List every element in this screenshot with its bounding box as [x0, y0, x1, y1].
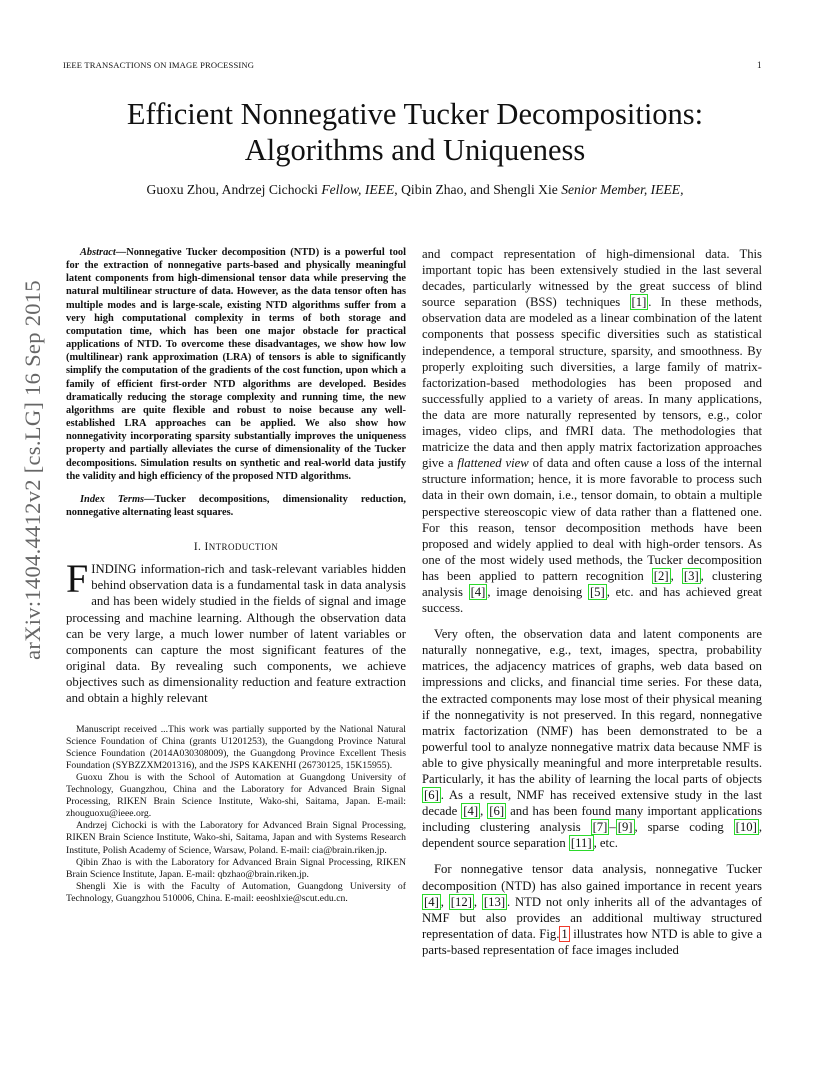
text-run: . NTD not only inherits all of the advantages of NMF but also provides an additional multiway structured representation of data. Fig.	[422, 894, 763, 941]
text-run: , dependent source separation	[422, 820, 762, 851]
citation-link[interactable]: [1]	[631, 295, 647, 310]
footnotes	[66, 724, 406, 905]
text-run: and compact representation of high-dimensional data. This important topic has been extensively studied in the last several decades, particularly witnessed by the great success of blind source separation (BSS) techniques	[422, 247, 762, 310]
footnote-manuscript: Manuscript received ...This work was partially supported by the National Natural Science Foundation of China (grants U1201253), the Guangdong Province Natural Science Foundation (2014A030308009), the Guangdong Province Excellent Thesis Foundation (SYBZZXM201316), and the JSPS KAKENHI (26730125, 15K15955).	[66, 724, 406, 772]
arxiv-identifier[interactable]: arXiv:1404.4412v2 [cs.LG] 16 Sep 2015	[20, 280, 45, 660]
text-run: of data and often cause a loss of the internal structure information; hence, it is more favorable to process such data in their own domain, i.e., tensor domain, to obtain a multiple perspective stereoscopic view of data rather than a flattened one. For this reason, tensor decomposition methods have been proposed and widely applied to deal with high-order tensors. As one of the most widely used methods, the Tucker decomposition has been applied to pattern recognition	[422, 456, 762, 583]
text-run: , image denoising	[487, 584, 588, 599]
arxiv-sidebar	[0, 0, 60, 1072]
author-affiliation-1: Fellow, IEEE	[321, 182, 395, 197]
text-run: and has been found many important applications including clustering analysis	[422, 804, 763, 835]
body-paragraph-2	[422, 626, 762, 851]
citation-link[interactable]: [5]	[589, 584, 605, 599]
text-run: ,	[440, 894, 449, 909]
authors-part-2: , Qibin Zhao, and Shengli Xie	[394, 182, 562, 197]
citation-link[interactable]: [12]	[450, 894, 472, 909]
abstract-text: —Nonnegative Tucker decomposition (NTD) is a powerful tool for the extraction of nonnegative parts-based and physically meaningful latent components from high-dimensional tensor data while preserving the natural multilinear structure of data. However, as the data tensor often has multiple modes and is large-scale, existing NTD algorithms suffer from a very high computational complexity in terms of both storage and computation time, which has been one major obstacle for practical applications of NTD. To overcome these disadvantages, we show how low (multilinear) rank approximation (LRA) of tensors is able to significantly simplify the computation of the gradients of the cost function, upon which a family of efficient first-order NTD algorithms are developed. Besides dramatically reducing the storage complexity and running time, the new algorithms are quite flexible and robust to noise because any well-established LRA approaches can be applied. We also show how nonnegativity incorporating sparsity substantially improves the uniqueness property and partially alleviates the curse of dimensionality of the Tucker decompositions. Simulation results on synthetic and real-world data justify the validity and high efficiency of the proposed NTD algorithms.	[66, 247, 406, 482]
citation-link[interactable]: [7]	[592, 820, 608, 835]
citation-link[interactable]: [6]	[489, 804, 505, 819]
citation-link[interactable]: [9]	[617, 820, 633, 835]
intro-paragraph	[66, 556, 406, 706]
citation-link[interactable]: [4]	[470, 584, 486, 599]
text-run: illustrates how NTD is able to give a parts-based representation of face images included	[422, 926, 762, 957]
title-line-1: Efficient Nonnegative Tucker Decompositions:	[126, 97, 704, 131]
text-run: . As a result, NMF has received extensive study in the last decade	[422, 788, 762, 819]
authors-part-1: Guoxu Zhou, Andrzej Cichocki	[146, 182, 322, 197]
running-head: IEEE TRANSACTIONS ON IMAGE PROCESSING	[63, 60, 255, 70]
paper-title	[60, 96, 770, 168]
page-number: 1	[757, 60, 762, 70]
right-column	[422, 246, 762, 958]
footnote-author-zhao: Qibin Zhao is with the Laboratory for Advanced Brain Signal Processing, RIKEN Brain Science Institute, Japan. E-mail: qbzhao@brain.riken.jp.	[66, 856, 406, 880]
index-terms	[66, 493, 406, 519]
footnote-author-cichocki: Andrzej Cichocki is with the Laboratory for Advanced Brain Signal Processing, RIKEN Brain Science Institute, Wako-shi, Saitama, Japan and with Systems Research Institute, Polish Academy of Science, Warsaw, Poland. E-mail: cia@brain.riken.jp.	[66, 820, 406, 856]
title-line-2: Algorithms and Uniqueness	[244, 133, 586, 167]
footnote-author-xie: Shengli Xie is with the Faculty of Automation, Guangdong University of Technology, Guangzhou 510006, China. E-mail: eeoshlxie@scut.edu.cn.	[66, 880, 406, 904]
figure-reference-link[interactable]: 1	[561, 926, 568, 941]
index-terms-label: Index Terms	[80, 493, 145, 505]
index-terms-text: —Tucker decompositions, dimensionality reduction, nonnegative alternating least squares.	[66, 493, 406, 518]
text-run: Very often, the observation data and latent components are naturally nonnegative, e.g., text, images, spectra, probability matrices, the adjacency matrices of graphs, web data based on impressions and clicks, and financial time series. For these data, the extracted components may lose most of their physical meaning if the nonnegativity is not preserved. In this regard, nonnegative matrix factorization (NMF) has been demonstrated to be a powerful tool to analyze nonnegative matrix data because NMF is able to give physically meaningful and more interpretable results. Particularly, it has the ability of learning the local parts of objects	[422, 627, 762, 786]
text-run: ,	[480, 804, 488, 819]
citation-link[interactable]: [10]	[735, 820, 757, 835]
abstract-label: Abstract	[80, 247, 116, 258]
footnote-author-zhou: Guoxu Zhou is with the School of Automation at Guangdong University of Technology, Guangzhou, China and the Laboratory for Advanced Brain Signal Processing, RIKEN Brain Science Institute, Wako-shi, Saitama, Japan. E-mail: zhouguoxu@ieee.org.	[66, 772, 406, 820]
citation-link[interactable]: [4]	[424, 894, 439, 909]
intro-text: INDING information-rich and task-relevant variables hidden behind observation data is a fundamental task in data analysis and has been widely studied in the fields of signal and image processing and machine learning. Although the observation data can be very large, a much lower number of latent variables or components can capture the most significant features of the original data. By revealing such components, we achieve objectives such as dimensionality reduction and feature extraction and obtain a highly relevant	[66, 562, 406, 705]
text-run: ,	[473, 894, 482, 909]
section-numeral: I.	[193, 541, 205, 554]
emphasis-text: flattened view	[457, 456, 529, 471]
text-run: , clustering analysis	[422, 568, 762, 599]
section-initial: I	[204, 541, 209, 554]
text-run: ,	[670, 568, 682, 583]
body-paragraph-1	[422, 246, 762, 616]
citation-link[interactable]: [3]	[683, 568, 699, 583]
author-affiliation-2: Senior Member, IEEE,	[561, 182, 684, 197]
text-run: , etc.	[593, 836, 618, 851]
author-list	[60, 182, 770, 198]
text-run: , etc. and has achieved great success.	[422, 584, 762, 616]
citation-link[interactable]: [11]	[570, 836, 592, 851]
text-run: , sparse coding	[634, 820, 734, 835]
citation-link[interactable]: [2]	[653, 568, 669, 583]
text-run: –	[609, 820, 616, 835]
text-run: . In these methods, observation data are modeled as a linear combination of the latent components that possess specific diversities such as statistical independence, a temporal structure, sparsity, and smoothness. By properly exploiting such diversities, a large family of matrix-factorization-based methodologies has been proposed and successfully applied to a variety of areas. In many applications, the data are more naturally represented by tensors, e.g., color images, video clips, and fMRI data. The methodologies that matricize the data and then apply matrix factorization approaches give a	[422, 295, 762, 471]
text-run: For nonnegative tensor data analysis, nonnegative Tucker decomposition (NTD) has also gained importance in recent years	[422, 862, 762, 893]
section-title-rest: NTRODUCTION	[208, 542, 279, 553]
citation-link[interactable]: [4]	[463, 804, 479, 819]
body-paragraph-3	[422, 861, 762, 958]
abstract	[66, 246, 406, 483]
left-column	[66, 246, 406, 905]
section-heading-introduction	[66, 539, 406, 555]
drop-cap: F	[66, 556, 89, 602]
citation-link[interactable]: [6]	[424, 788, 439, 803]
citation-link[interactable]: [13]	[483, 894, 506, 909]
